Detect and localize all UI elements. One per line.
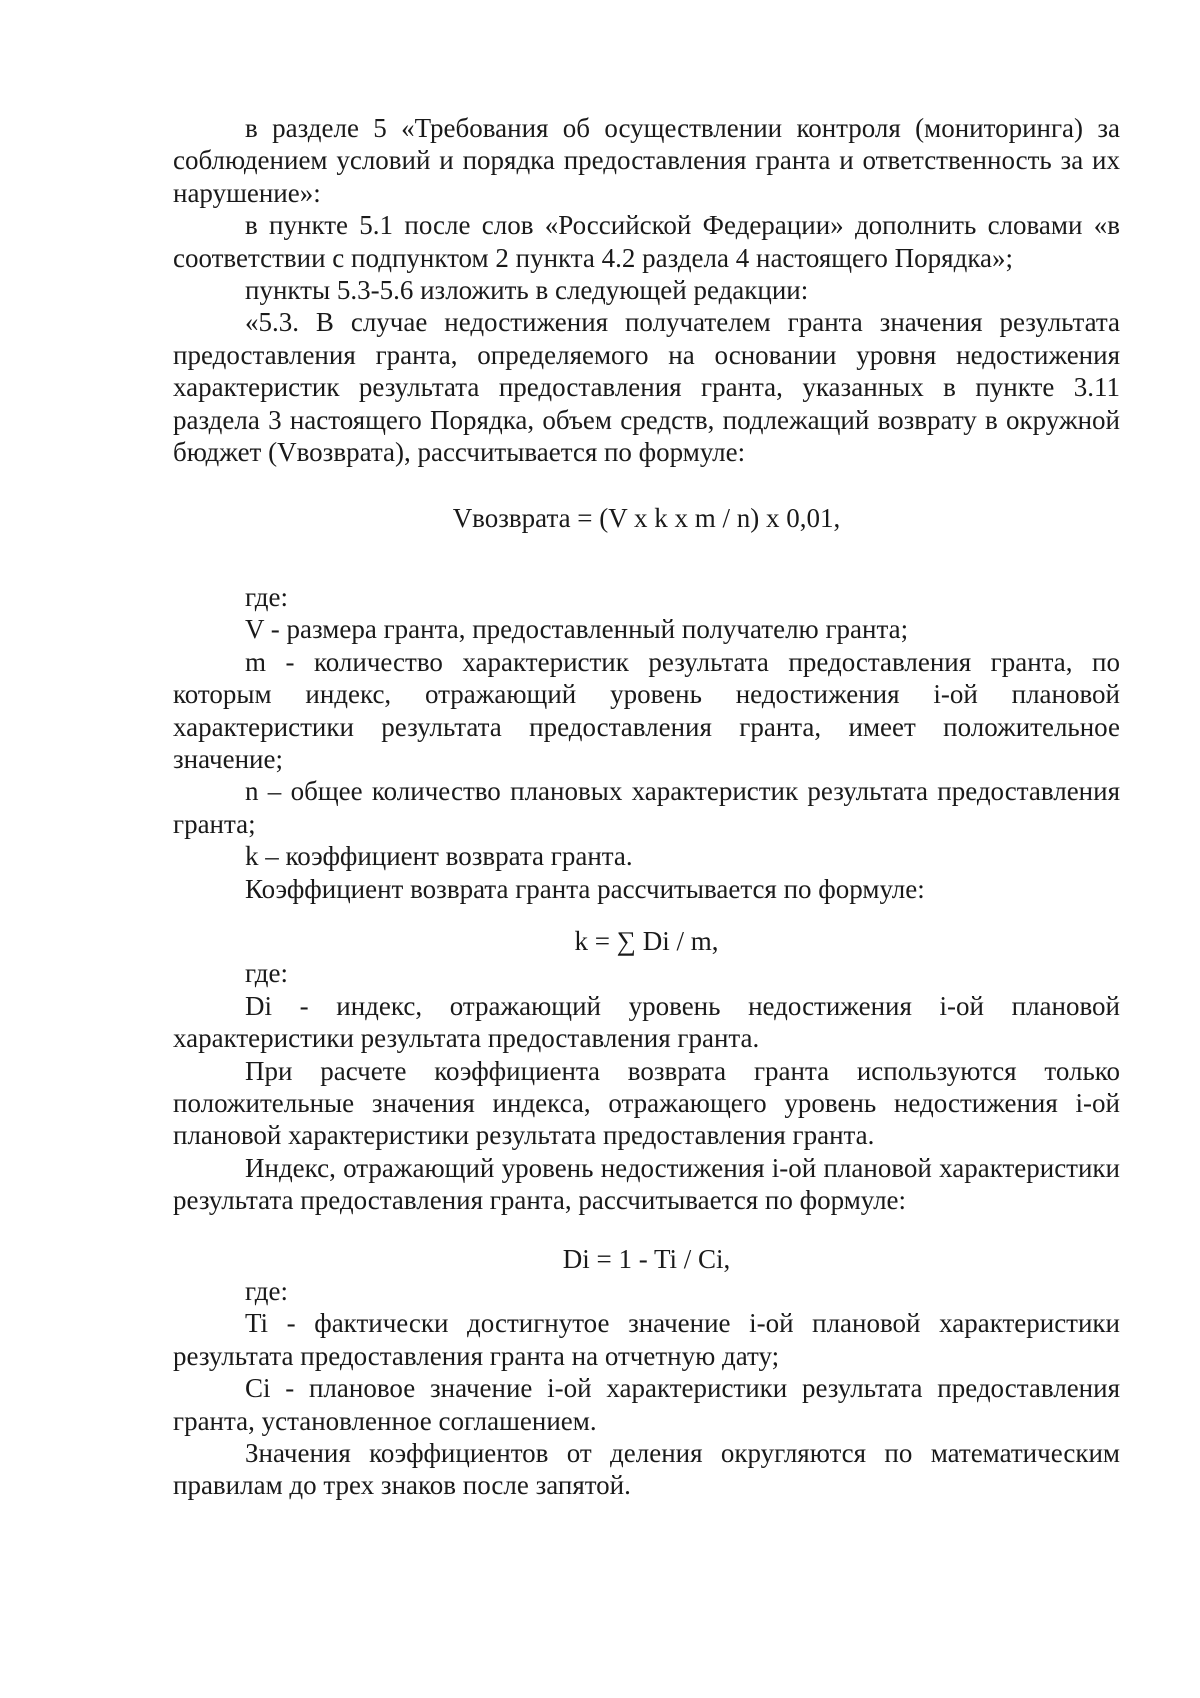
paragraph-point-5-1: в пункте 5.1 после слов «Российской Федерации» дополнить словами «в соответствии с подпунктом 2 пункта 4.2 раздела 4 настоящего Порядка»; — [173, 210, 1120, 273]
definition-di: Di - индекс, отражающий уровень недостижения i-ой плановой характеристики результата предоставления гранта. — [173, 990, 1120, 1054]
paragraph-positive-values: При расчете коэффициента возврата гранта используются только положительные значения индекса, отражающего уровень недостижения i-ой плановой характеристики результата предоставления гранта. — [173, 1055, 1120, 1151]
paragraph-section5-intro: в разделе 5 «Требования об осуществлении контроля (мониторинга) за соблюдением условий и порядка предоставления гранта и ответственность за их нарушение»: — [173, 113, 1120, 208]
paragraph-rounding: Значения коэффициентов от деления округляются по математическим правилам до трех знаков после запятой. — [173, 1438, 1120, 1501]
formula-k: k = ∑ Di / m, — [574, 925, 719, 956]
where-label-3: где: — [245, 1276, 288, 1306]
definition-n: n – общее количество плановых характеристик результата предоставления гранта; — [173, 776, 1120, 839]
definition-ti: Ti - фактически достигнутое значение i-ой плановой характеристики результата предоставления гранта на отчетную дату; — [173, 1308, 1120, 1371]
definition-m: m - количество характеристик результата предоставления гранта, по которым индекс, отражающий уровень недостижения i-ой плановой характеристики результата предоставления гранта, имеет положительное значение; — [173, 646, 1120, 774]
where-label-1: где: — [245, 581, 288, 612]
paragraph-points-5-3-5-6: пункты 5.3-5.6 изложить в следующей редакции: — [245, 275, 809, 306]
definition-v: V - размера гранта, предоставленный получателю гранта; — [245, 614, 909, 645]
definition-k: k – коэффициент возврата гранта. — [245, 841, 633, 872]
document-body — [173, 112, 1120, 1502]
where-label-2: где: — [245, 958, 288, 989]
paragraph-index-intro: Индекс, отражающий уровень недостижения i-ой плановой характеристики результата предоставления гранта, рассчитывается по формуле: — [173, 1152, 1120, 1216]
paragraph-5-3: «5.3. В случае недостижения получателем гранта значения результата предоставления гранта, определяемого на основании уровня недостижения характеристик результата предоставления гранта, указанных в пункте 3.11 раздела 3 настоящего Порядка, объем средств, подлежащий возврату в окружной бюджет (Vвозврата), рассчитывается по формуле: — [173, 307, 1120, 468]
k-formula-intro: Коэффициент возврата гранта рассчитывается по формуле: — [245, 873, 925, 904]
definition-ci: Ci - плановое значение i-ой характеристики результата предоставления гранта, установленное соглашением. — [173, 1373, 1120, 1436]
formula-di: Di = 1 - Ti / Ci, — [562, 1243, 731, 1274]
formula-v-return: Vвозврата = (V x k x m / n) x 0,01, — [452, 503, 841, 534]
